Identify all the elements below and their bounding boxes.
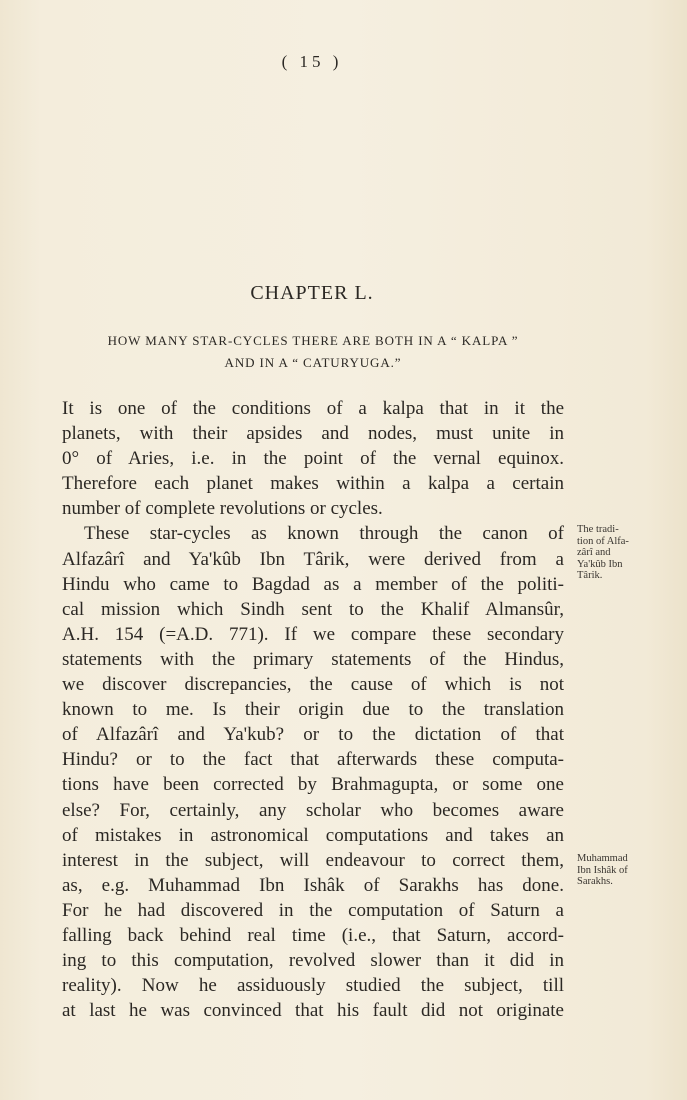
- chapter-subtitle: [62, 330, 564, 374]
- body-line: interest in the subject, will endeavour to correct them,: [62, 849, 564, 871]
- margin-note-line: Muhammad: [577, 853, 628, 864]
- body-line: else? For, certainly, any scholar who becomes aware: [62, 799, 564, 821]
- body-line: It is one of the conditions of a kalpa that in it the: [62, 398, 564, 419]
- body-line: For he had discovered in the computation of Saturn a: [62, 899, 564, 921]
- margin-note-tradition: [577, 524, 677, 582]
- body-line: cal mission which Sindh sent to the Khalif Almansûr,: [62, 598, 564, 620]
- subtitle-line: HOW MANY STAR-CYCLES THERE ARE BOTH IN A “ KALPA ”: [107, 333, 519, 348]
- margin-note-line: tion of Alfa-: [577, 535, 629, 547]
- page-number: ( 15 ): [281, 52, 343, 71]
- body-line: statements with the primary statements of the Hindus,: [62, 648, 564, 670]
- body-line: ing to this computation, revolved slower than it did in: [62, 950, 564, 972]
- body-line: of Alfazârî and Ya'kub? or to the dictation of that: [62, 724, 564, 746]
- margin-note-line: zârî and: [577, 547, 611, 558]
- body-line: of mistakes in astronomical computations and takes an: [62, 824, 564, 846]
- body-line: A.H. 154 (=A.D. 771). If we compare these secondary: [62, 623, 564, 645]
- body-line: reality). Now he assiduously studied the subject, till: [62, 975, 564, 997]
- subtitle-line: AND IN A “ CATURYUGA.”: [224, 355, 402, 370]
- body-line: we discover discrepancies, the cause of which is not: [62, 674, 564, 696]
- body-line: at last he was convinced that his fault did not originate: [62, 1000, 564, 1022]
- body-line: known to me. Is their origin due to the translation: [62, 699, 564, 721]
- body-line: number of complete revolutions or cycles.: [62, 498, 383, 520]
- body-line: These star-cycles as known through the canon of: [84, 523, 564, 545]
- chapter-heading: CHAPTER L.: [250, 282, 374, 304]
- body-line: Alfazârî and Ya'kûb Ibn Târik, were derived from a: [62, 548, 564, 570]
- body-line: Hindu? or to the fact that afterwards these computa-: [62, 749, 564, 771]
- body-line: 0° of Aries, i.e. in the point of the vernal equinox.: [62, 448, 564, 470]
- body-line: falling back behind real time (i.e., that Saturn, accord-: [62, 924, 564, 946]
- body-line: Therefore each planet makes within a kalpa a certain: [62, 473, 564, 495]
- body-text: [62, 396, 564, 1023]
- margin-note-line: The tradi-: [577, 524, 619, 535]
- margin-note-line: Târik.: [577, 570, 603, 581]
- body-line: tions have been corrected by Brahmagupta, or some one: [62, 774, 564, 796]
- margin-note-muhammad: [577, 853, 677, 888]
- body-line: planets, with their apsides and nodes, must unite in: [62, 423, 564, 445]
- body-line: as, e.g. Muhammad Ibn Ishâk of Sarakhs has done.: [62, 874, 564, 896]
- margin-note-line: Ya'kûb Ibn: [577, 558, 623, 570]
- margin-note-line: Sarakhs.: [577, 876, 613, 887]
- margin-note-line: Ibn Ishâk of: [577, 864, 628, 876]
- body-line: Hindu who came to Bagdad as a member of the politi-: [62, 573, 564, 595]
